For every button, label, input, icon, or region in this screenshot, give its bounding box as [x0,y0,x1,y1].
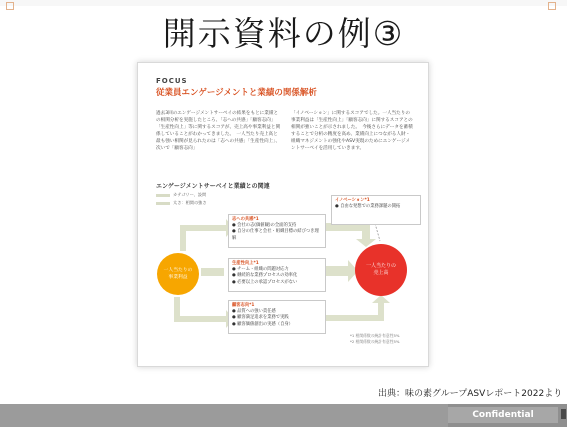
box-item: ● 会社の志(価値観)の全面的支持 [232,223,297,229]
bottom-strip [0,404,448,427]
body-column-2: 「イノベーション」に関するスコアでした。一人当たりの事業利益は「生産性向上」「顧客志向」に関するスコアとの相関が強いことが示されました。 今後さらにデータを蓄積することで分析の精度を高め、業績向上につながる人財・組織マネジメントの強化やASV実現のためにエンゲージメントサーベイを活用していきます。 [291,111,413,151]
box-item: ● 必要以上の承認プロセスがない [232,279,298,285]
box-item: ● 自由な発想での業務課題の開拓 [335,204,401,210]
confidential-label: Confidential [448,407,558,423]
profit-per-person-circle [157,253,199,295]
page-icon [561,409,566,419]
top-frame [0,0,567,6]
diagram-title: エンゲージメントサーベイと業績との関連 [156,183,270,190]
sales-per-person-circle [355,244,407,296]
box-title: イノベーション*1 [335,198,370,203]
box-title: 顧客志向*1 [232,303,255,308]
arrow-profit-to-box3 [174,297,234,328]
arrow-box3-to-sales [320,295,390,321]
footnote: *1 相関係数の統計有意性5% [350,333,400,338]
circle-label-line: 一人当たりの [163,268,193,273]
body-column-1: 過去3回のエンゲージメントサーベイの結果をもとに業績との相関分析を実施したところ、「志への共感」「顧客志向」「生産性向上」等に関するスコアが、売上高や事業利益と関係していることがわかってきました。 一人当たり売上高と最も強い相関が見られたのは「志への共感」「生産性向上」、次いで「顧客志向」 [156,111,281,151]
box-item: ● 顧客満足追求を業務で実践 [232,315,289,321]
box-innovation [331,195,421,225]
box-productivity [228,258,326,292]
box-purpose-empathy [228,214,326,248]
box-item: ● チーム・組織の問題対応力 [232,267,289,273]
box-item: ● 自分の仕事と会社・組織目標の結びつき理解 [232,229,319,241]
box-customer-focus [228,300,326,334]
document-excerpt [137,62,429,367]
footnote: *2 相関係数の統計有意性5% [350,339,400,344]
legend-category-label: カテゴリー、設問 [173,192,207,197]
arrow-profit-to-box1 [180,219,234,251]
circle-label-line: 一人当たりの [365,263,396,269]
box-title: 生産性向上*1 [232,261,259,266]
legend-arrow-label: 太さ：相関の強さ [173,200,207,205]
source-citation: 出典：味の素グループASVレポート2022より [378,389,563,399]
document-heading: 従業員エンゲージメントと業績の関係解析 [156,88,317,98]
footnotes [350,333,400,345]
slide-title: 開示資料の例③ [162,14,405,53]
box-title: 志への共感*1 [232,217,259,222]
focus-label: FOCUS [156,77,188,85]
arrow-box1-to-sales [320,223,376,247]
arrow-box2-sides [201,268,224,276]
box-item: ● 品質への強い責任感 [232,309,276,315]
circle-label-line: 事業利益 [168,275,188,280]
circle-label-line: 売上高 [373,270,389,276]
box-item: ● 継続的な業務プロセスの効率化 [232,273,298,279]
box-item: ● 顧客価値創出の実感（自身） [232,321,293,327]
